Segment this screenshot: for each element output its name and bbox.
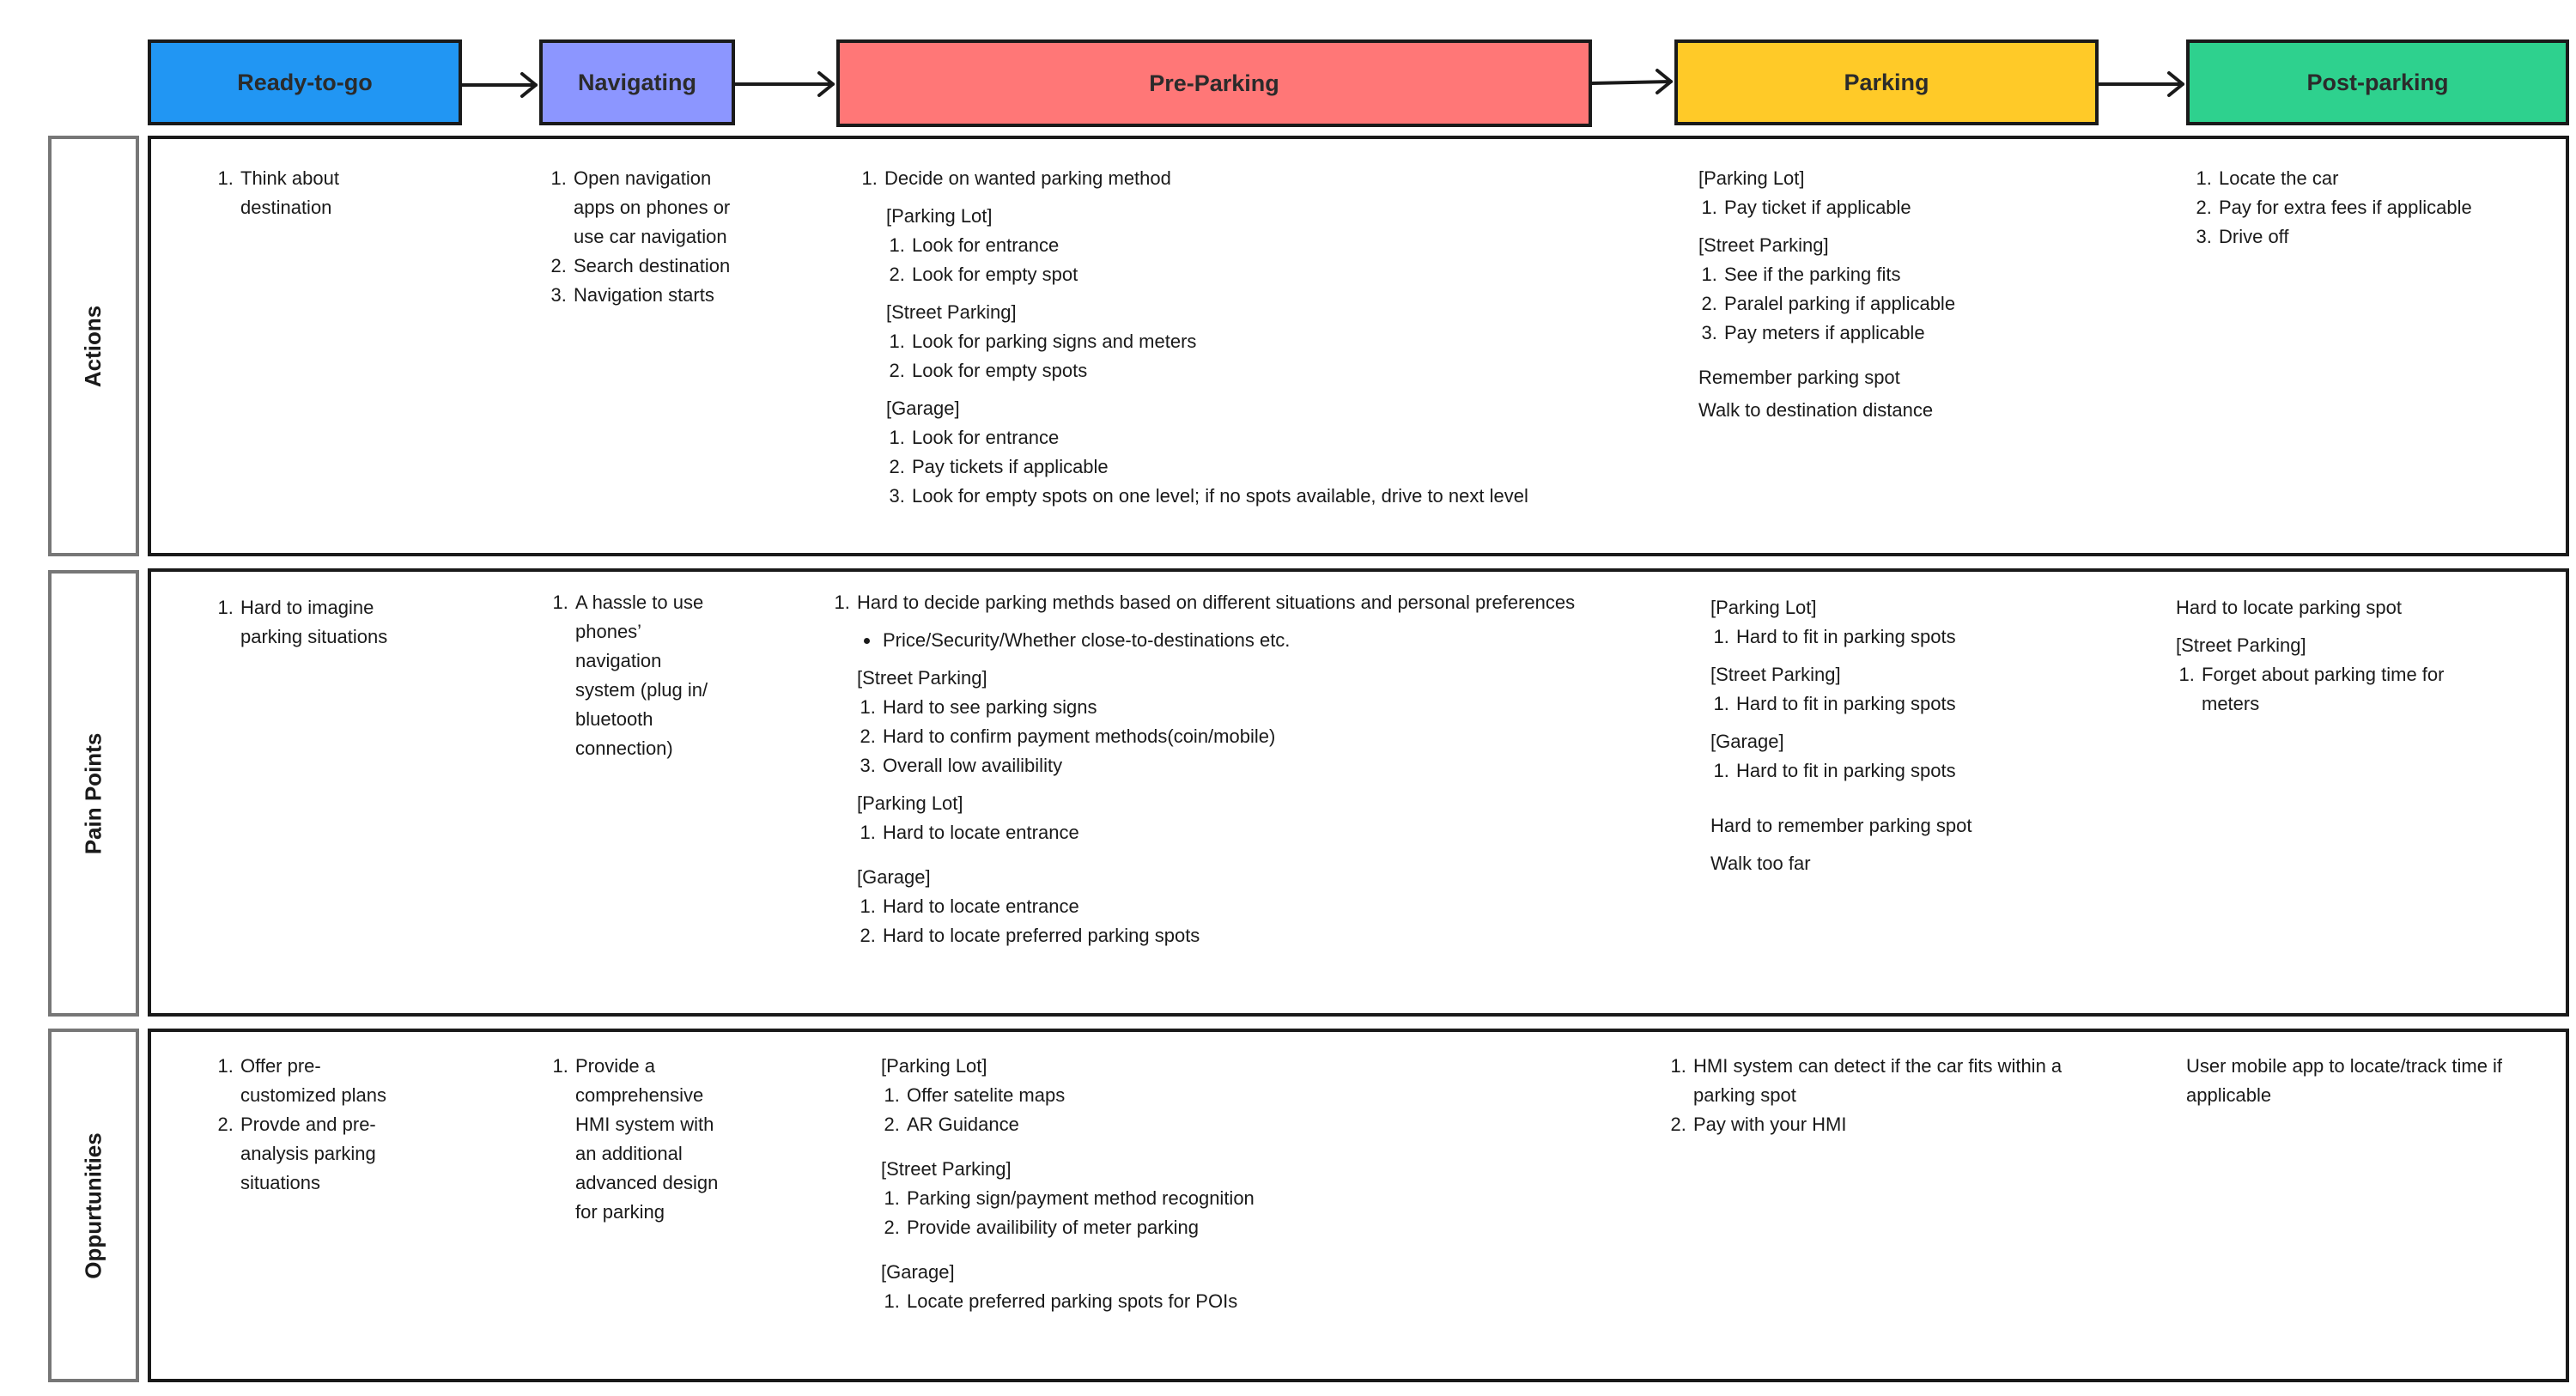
row-label-opportunities: Oppurtunities xyxy=(48,1029,139,1382)
bullet-item: • Price/Security/Whether close-to-destinations etc. xyxy=(881,626,1656,655)
list-item: 1. HMI system can detect if the car fits within a parking spot xyxy=(1692,1052,2071,1110)
list-item: 1. Forget about parking time for meters xyxy=(2200,660,2494,719)
actions-ready-to-go xyxy=(215,164,404,222)
group-label-street-parking: [Street Parking] xyxy=(886,301,1017,323)
phase-label: Post-parking xyxy=(2306,69,2449,95)
list-item: 1. Provide a comprehensive HMI system with an additional advanced design for parking xyxy=(574,1052,738,1227)
arrow-icon xyxy=(1592,70,1671,93)
group-label-parking-lot: [Parking Lot] xyxy=(1710,597,1817,618)
pain-ready-to-go xyxy=(215,593,412,652)
opportunities-pre-parking xyxy=(881,1052,1499,1316)
actions-post-parking xyxy=(2193,164,2554,252)
list-item: 1. Look for parking signs and meters xyxy=(910,327,1631,356)
actions-pre-parking xyxy=(859,164,1631,511)
list-item: 2. Pay for extra fees if applicable xyxy=(2217,193,2554,222)
list-item: 1. Pay ticket if applicable xyxy=(1722,193,2111,222)
arrow-icon xyxy=(2099,73,2183,95)
group-label-street-parking: [Street Parking] xyxy=(1710,664,1841,685)
row-label-actions: Actions xyxy=(48,136,139,556)
list-item: 1. Hard to fit in parking spots xyxy=(1735,756,2105,786)
list-item: 1. Locate preferred parking spots for POIs xyxy=(905,1287,1499,1316)
list-item: 2. Pay with your HMI xyxy=(1692,1110,2071,1139)
list-item: 1. Hard to locate entrance xyxy=(881,892,1656,921)
actions-navigating xyxy=(548,164,754,310)
group-label-parking-lot: [Parking Lot] xyxy=(857,792,963,814)
list-item: 2. Hard to locate preferred parking spots xyxy=(881,921,1656,950)
note: User mobile app to locate/track time if applicable xyxy=(2186,1055,2503,1106)
list-item: 2. Look for empty spots xyxy=(910,356,1631,385)
pain-pre-parking xyxy=(831,588,1656,950)
list-item: 1. See if the parking fits xyxy=(1722,260,2111,289)
group-label-garage: [Garage] xyxy=(1710,731,1784,752)
list-item: 1. Look for entrance xyxy=(910,423,1631,452)
row-label-pain-points: Pain Points xyxy=(48,570,139,1017)
list-item: 1. Locate the car xyxy=(2217,164,2554,193)
list-item: 1. Think about destination xyxy=(239,164,404,222)
list-item: 3. Drive off xyxy=(2217,222,2554,252)
list-item: 1. Hard to fit in parking spots xyxy=(1735,622,2105,652)
pain-parking xyxy=(1710,593,2105,878)
list-item: 2. Hard to confirm payment methods(coin/mobile) xyxy=(881,722,1656,751)
list-item: 2. Look for empty spot xyxy=(910,260,1631,289)
list-item: 1. Offer pre-customized plans xyxy=(239,1052,404,1110)
list-item: 2. Search destination xyxy=(572,252,754,281)
group-label-street-parking: [Street Parking] xyxy=(881,1158,1012,1180)
list-item: 2. Paralel parking if applicable xyxy=(1722,289,2111,319)
group-label-garage: [Garage] xyxy=(886,398,960,419)
phase-label: Navigating xyxy=(577,69,697,95)
group-label-street-parking: [Street Parking] xyxy=(2176,634,2306,656)
list-item: 1. Open navigation apps on phones or use car navigation xyxy=(572,164,754,252)
list-item: 1. A hassle to use phones’ navigation system (plug in/ bluetooth connection) xyxy=(574,588,721,763)
list-item: 1. Hard to decide parking methds based on different situations and personal preferences xyxy=(855,588,1656,617)
list-item: 3. Navigation starts xyxy=(572,281,754,310)
opportunities-post-parking xyxy=(2186,1052,2530,1110)
group-label-street-parking: [Street Parking] xyxy=(857,667,987,689)
arrow-icon xyxy=(462,74,536,96)
list-item: 1. Hard to locate entrance xyxy=(881,818,1656,847)
list-item: 3. Pay meters if applicable xyxy=(1722,319,2111,348)
note: Walk too far xyxy=(1710,853,1811,874)
list-item: 1. Hard to imagine parking situations xyxy=(239,593,412,652)
list-item: 1. Offer satelite maps xyxy=(905,1081,1499,1110)
phase-label: Parking xyxy=(1844,69,1929,95)
group-label-street-parking: [Street Parking] xyxy=(1698,234,1829,256)
phase-label: Pre-Parking xyxy=(1149,70,1279,96)
opportunities-navigating xyxy=(550,1052,738,1227)
group-label-garage: [Garage] xyxy=(857,866,931,888)
list-item: 1. Hard to fit in parking spots xyxy=(1735,689,2105,719)
note: Remember parking spot xyxy=(1698,367,1900,388)
group-label-parking-lot: [Parking Lot] xyxy=(1698,167,1805,189)
group-label-parking-lot: [Parking Lot] xyxy=(881,1055,987,1077)
note: Hard to locate parking spot xyxy=(2176,597,2402,618)
phase-label: Ready-to-go xyxy=(237,69,373,95)
group-label-parking-lot: [Parking Lot] xyxy=(886,205,993,227)
opportunities-ready-to-go xyxy=(215,1052,404,1198)
list-item: 1. Look for entrance xyxy=(910,231,1631,260)
pain-navigating xyxy=(550,588,721,763)
list-item: 2. Pay tickets if applicable xyxy=(910,452,1631,482)
list-item: 3. Look for empty spots on one level; if no spots available, drive to next level xyxy=(910,482,1631,511)
list-item: 3. Overall low availibility xyxy=(881,751,1656,780)
opportunities-parking xyxy=(1668,1052,2071,1139)
actions-parking xyxy=(1698,164,2111,425)
list-item: 2. Provde and pre-analysis parking situations xyxy=(239,1110,404,1198)
list-item: 1. Parking sign/payment method recognition xyxy=(905,1184,1499,1213)
group-label-garage: [Garage] xyxy=(881,1261,955,1283)
note: Hard to remember parking spot xyxy=(1710,815,1972,836)
list-item: 2. Provide availibility of meter parking xyxy=(905,1213,1499,1242)
arrow-icon xyxy=(735,73,833,95)
list-item: 1. Hard to see parking signs xyxy=(881,693,1656,722)
note: Walk to destination distance xyxy=(1698,399,1934,421)
pain-post-parking xyxy=(2176,593,2537,719)
list-item: 2. AR Guidance xyxy=(905,1110,1499,1139)
list-item: 1. Decide on wanted parking method xyxy=(883,164,1631,193)
